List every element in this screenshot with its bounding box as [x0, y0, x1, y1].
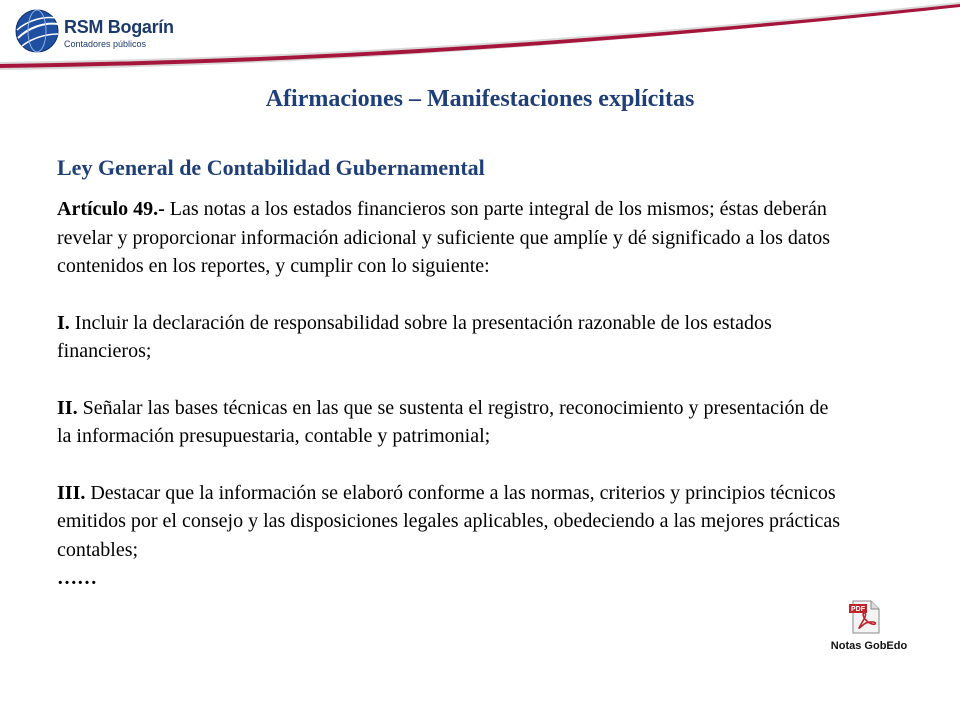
- pdf-badge: PDF: [851, 606, 865, 613]
- pdf-file-icon: [849, 600, 881, 634]
- logo-name: RSM Bogarín: [64, 17, 174, 37]
- item-text: Incluir la declaración de responsabilidad sobre la presentación razonable de los estados financieros;: [57, 311, 772, 362]
- list-item: [57, 394, 847, 451]
- item-text: Destacar que la información se elaboró conforme a las normas, criterios y principios técnicos emitidos por el consejo y las disposiciones legales aplicables, obedeciendo a las mejores prácticas contables;: [57, 481, 841, 561]
- article-label: Artículo 49.-: [57, 198, 165, 220]
- article-body: [57, 195, 847, 593]
- item-number: II.: [57, 396, 78, 419]
- list-item: [57, 479, 847, 565]
- logo-subtitle: Contadores públicos: [64, 39, 147, 49]
- section-subtitle: Ley General de Contabilidad Gubernamental: [57, 155, 485, 180]
- item-number: III.: [57, 481, 86, 504]
- pdf-document-link[interactable]: [828, 600, 910, 656]
- globe-logo-icon: [14, 8, 60, 54]
- list-item: [57, 309, 847, 366]
- item-text: Señalar las bases técnicas en las que se sustenta el registro, reconocimiento y presentación de la información presupuestaria, contable y patrimonial;: [57, 396, 829, 447]
- item-number: I.: [57, 311, 70, 334]
- page-title: Afirmaciones – Manifestaciones explícitas: [265, 86, 695, 112]
- ellipsis: ……: [57, 567, 97, 589]
- article-paragraph: [57, 195, 847, 281]
- pdf-label[interactable]: Notas GobEdo: [830, 640, 908, 652]
- company-logo: [14, 8, 174, 58]
- article-text: Las notas a los estados financieros son parte integral de los mismos; éstas deberán revelar y proporcionar información adicional y suficiente que amplíe y dé significado a los datos contenidos en los reportes, y cumplir con lo siguiente:: [57, 198, 831, 277]
